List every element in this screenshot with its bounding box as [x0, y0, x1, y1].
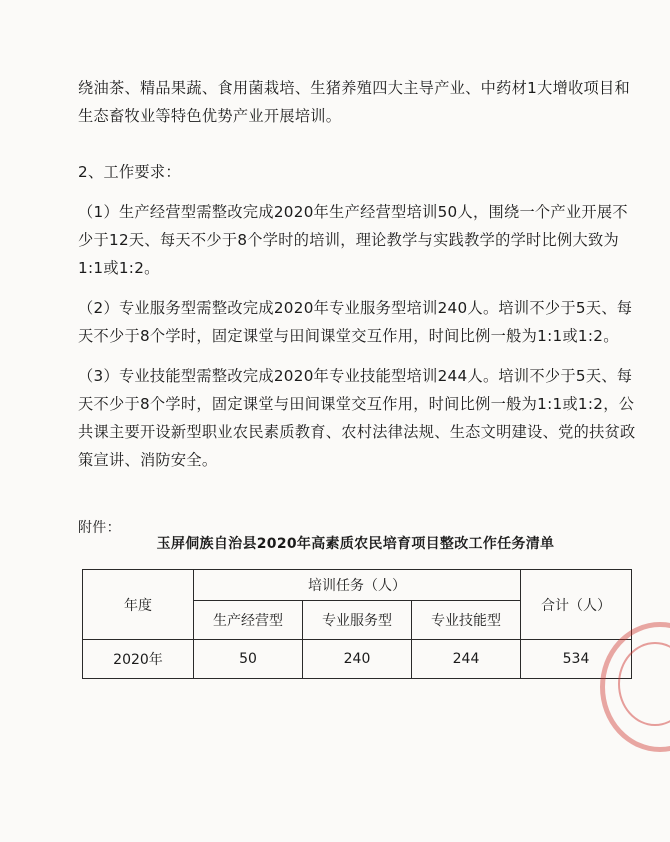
cell-year: 2020年	[83, 640, 194, 679]
cell-production: 50	[194, 640, 303, 679]
requirement-item-3: （3）专业技能型需整改完成2020年专业技能型培训244人。培训不少于5天、每天不少于8个学时，固定课堂与田间课堂交互作用，时间比例一般为1:1或1:2，公共课主要开设新型职业农民素质教育、农村法律法规、生态文明建设、党的扶贫政策宣讲、消防安全。	[78, 367, 636, 469]
subheader-skill: 专业技能型	[412, 601, 521, 640]
intro-paragraph: 绕油茶、精品果蔬、食用菌栽培、生猪养殖四大主导产业、中药材1大增收项目和生态畜牧业等特色优势产业开展培训。	[78, 79, 631, 125]
cell-total: 534	[521, 640, 632, 679]
header-total: 合计（人）	[521, 570, 632, 640]
cell-service: 240	[303, 640, 412, 679]
table-title: 玉屏侗族自治县2020年高素质农民培育项目整改工作任务清单	[156, 536, 555, 552]
annex-label: 附件：	[78, 520, 121, 536]
subheader-production: 生产经营型	[194, 601, 303, 640]
requirement-item-1: （1）生产经营型需整改完成2020年生产经营型培训50人，围绕一个产业开展不少于12天、每天不少于8个学时的培训，理论教学与实践教学的学时比例大致为1:1或1:2。	[78, 203, 628, 277]
table-row	[83, 640, 632, 679]
task-table	[82, 569, 632, 679]
header-training-tasks: 培训任务（人）	[194, 570, 521, 601]
subheader-service: 专业服务型	[303, 601, 412, 640]
work-requirements-heading: 2、工作要求：	[78, 163, 181, 181]
header-year: 年度	[83, 570, 194, 640]
requirement-item-2: （2）专业服务型需整改完成2020年专业服务型培训240人。培训不少于5天、每天不少于8个学时，固定课堂与田间课堂交互作用，时间比例一般为1:1或1:2。	[78, 299, 633, 345]
cell-skill: 244	[412, 640, 521, 679]
